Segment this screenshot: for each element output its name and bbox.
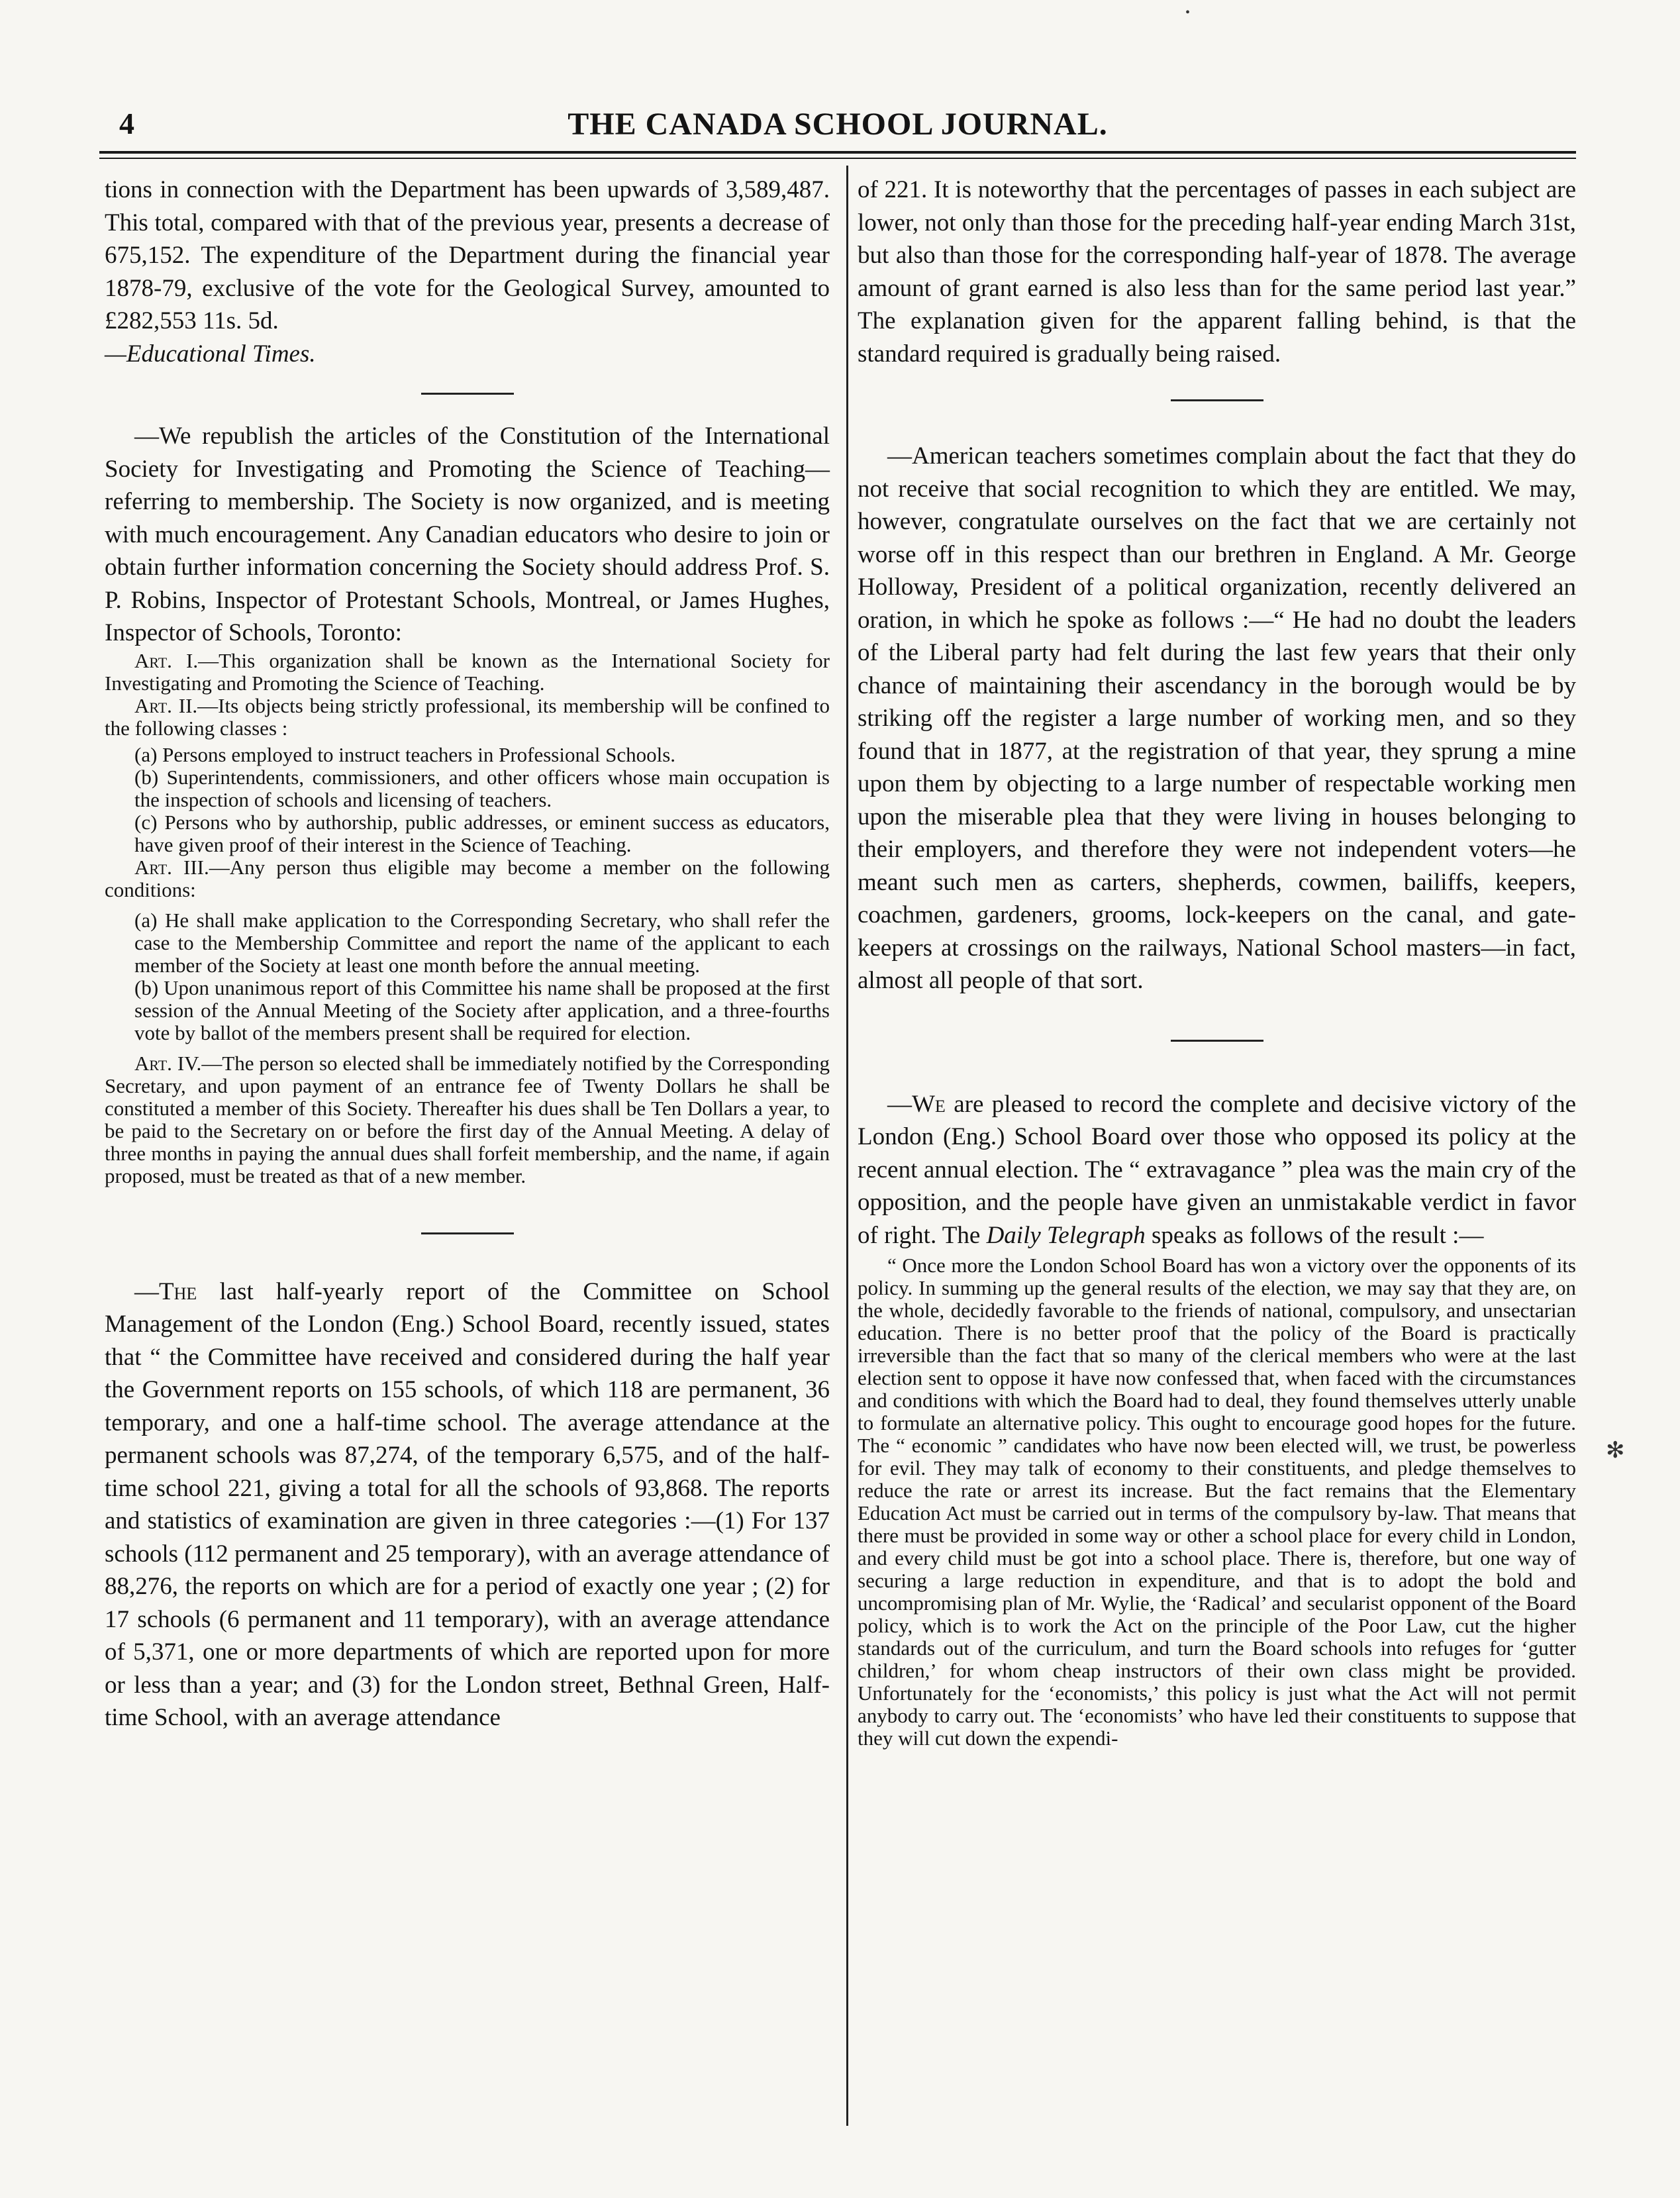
- report-continuation: of 221. It is noteworthy that the percentages of passes in each subject are lower, not only than those for the preceding half-year ending March 31st, but also than those for the corresponding half-year of 1878. The average amount of grant earned is also less than for the same period last year.” The explanation given for the apparent falling behind, is that the standard required is gradually being raised.: [858, 176, 1576, 368]
- school-board-report: [105, 1275, 830, 1734]
- article-2-b: (b) Superintendents, commissioners, and other officers whose main occupation is the inspection of schools and licensing of teachers.: [134, 765, 830, 811]
- section-separator: [421, 393, 514, 395]
- article-source: [105, 338, 830, 371]
- article-text: are pleased to record the complete and decisive victory of the London (Eng.) School Board over those who opposed its policy at the recent annual election. The “ extravagance ” plea was the main cry of the opposition, and the people have given an unmistakable verdict in favor of right. The: [858, 1090, 1576, 1249]
- article-2: [105, 695, 830, 740]
- article-3-a: (a) He shall make application to the Corresponding Secretary, who shall refer the case to the Membership Committee and report the name of the applicant to each member of the Society at least one month before the annual meeting.: [134, 908, 830, 977]
- article-2-label: Art. II.: [134, 693, 198, 717]
- school-board-report-text: last half-yearly report of the Committee on School Management of the London (Eng.) School Board, recently issued, states that “ the Committee have received and considered during the half year the Government reports on 155 schools, of which 118 are permanent, 36 temporary, and one a half-time school. The average attendance at the permanent schools was 87,274, of the temporary 6,575, and of the half-time school 221, giving a total for all the schools of 93,868. The reports and statistics of examination are given in three categories :—(1) For 137 schools (112 permanent and 25 temporary), with an average attendance of 88,276, the reports on which are for a period of exactly one year ; (2) for 17 schools (6 permanent and 11 temporary), with an average attendance of 5,371, one or more departments of which are reported upon for more or less than a year; and (3) for the London street, Bethnal Green, Half-time School, with an average attendance: [105, 1277, 830, 1731]
- margin-mark: ✻: [1606, 1438, 1625, 1463]
- right-column: [858, 174, 1576, 1750]
- article-2-c: (c) Persons who by authorship, public addresses, or eminent success as educators, have given proof of their interest in the Science of Teaching.: [134, 810, 830, 856]
- paragraph-lead: —We: [887, 1090, 946, 1118]
- article-3-b: (b) Upon unanimous report of this Committee his name shall be proposed at the first session of the Annual Meeting of the Society after application, and a three-fourths vote by ballot of the members present shall be required for election.: [134, 975, 830, 1044]
- page-number: 4: [119, 107, 134, 140]
- left-column: [105, 174, 830, 1734]
- article-2-text: —Its objects being strictly professional, its membership will be confined to the following classes :: [105, 693, 830, 740]
- article-2-a: (a) Persons employed to instruct teachers in Professional Schools.: [134, 742, 676, 766]
- article-text-end: speaks as follows of the result :—: [1145, 1221, 1484, 1249]
- print-speck: •: [1185, 5, 1191, 20]
- section-separator: [421, 1232, 514, 1234]
- london-school-board-article: [858, 1088, 1576, 1252]
- telegraph-quote: “ Once more the London School Board has won a victory over the opponents of its policy. In summing up the general results of the election, we may say that they are, on the whole, decidedly favorable to the friends of national, compulsory, and unsectarian education. There is no better proof that the policy of the Board is practically irreversible than the fact that so many of the clerical members who were at the last election sent to oppose it have now confessed that, when faced with the circumstances and conditions with which the Board had to deal, they found themselves utterly unable to formulate an alternative policy. This ought to encourage good hopes for the future. The “ economic ” candidates who have now been elected will, we trust, be powerless for evil. They may talk of economy to their constituents, and pledge themselves to reduce the rate or arrest its increase. But the fact remains that the Elementary Education Act must be carried out in terms of the compulsory by-law. That means that there must be provided in some way or other a school place for every child in London, and every child must be got into a school place. There is, therefore, but one way of securing a large reduction in expenditure, and that is to adopt the bold and uncompromising plan of Mr. Wylie, the ‘Radical’ and secularist opponent of the Board policy, which is to work the Act on the principle of the Poor Law, cut the higher standards out of the curriculum, and turn the Board schools into refuges for ‘gutter children,’ for whom cheap instructors of their own class might be provided. Unfortunately for the ‘economists,’ this policy is just what the Act will not permit anybody to carry out. The ‘economists’ who have led their constituents to suppose that they will cut down the expendi-: [858, 1254, 1576, 1750]
- article-1-label: Art. I.: [134, 648, 199, 672]
- source-citation: —Educational Times.: [105, 340, 316, 368]
- column-divider: [846, 166, 848, 2126]
- article-3: [105, 856, 830, 901]
- header-rule-thin: [99, 158, 1576, 159]
- article-1: [105, 650, 830, 695]
- american-teachers-article: —American teachers sometimes complain about the fact that they do not receive that social recognition to which they are entitled. We may, however, congratulate ourselves on the fact that we are certainly not worse off in this respect than our brethren in England. A Mr. George Holloway, President of a political organization, recently delivered an oration, in which he spoke as follows :—“ He had no doubt the leaders of the Liberal party had felt during the last few years that their only chance of maintaining their ascendancy in the borough would be by striking off the register a large number of working men, and so they found that in 1877, at the registration of that year, they sprung a mine upon them by objecting to a large number of respectable working men upon the miserable plea that they were living in houses belonging to their employers, and therefore they were not independent voters—he meant such men as carters, shepherds, cowmen, bailiffs, keepers, coachmen, gardeners, grooms, lock-keepers on the canal, and gate-keepers at crossings on the railways, National School masters—in fact, almost all people of that sort.: [858, 442, 1576, 994]
- article-3-text: —Any person thus eligible may become a member on the following conditions:: [105, 855, 830, 901]
- constitution-articles: [105, 650, 830, 1187]
- article-4-text: —The person so elected shall be immediately notified by the Corresponding Secretary, and upon payment of an entrance fee of Twenty Dollars he shall be constituted a member of this Society. Thereafter his dues shall be Ten Dollars a year, to be paid to the Secretary on or before the first day of the Annual Meeting. A delay of three months in paying the annual dues shall forfeit membership, and the name, if again proposed, must be treated as that of a new member.: [105, 1051, 830, 1187]
- article-1-text: —This organization shall be known as the International Society for Investigating and Promoting the Science of Teaching.: [105, 648, 830, 695]
- article-fragment: [105, 174, 830, 338]
- section-separator: [1171, 1040, 1263, 1042]
- article-4-label: Art. IV.: [134, 1051, 202, 1075]
- journal-title: THE CANADA SCHOOL JOURNAL.: [568, 107, 1108, 142]
- section-separator: [1171, 399, 1263, 401]
- article-fragment-text: tions in connection with the Department has been upwards of 3,589,487. This total, compared with that of the previous year, presents a decrease of 675,152. The expenditure of the Department during the financial year 1878-79, exclusive of the vote for the Geological Survey, amounted to £282,553 11s. 5d.: [105, 176, 830, 334]
- constitution-intro: —We republish the articles of the Constitution of the International Society for Investigating and Promoting the Science of Teaching—referring to membership. The Society is now organized, and is meeting with much encouragement. Any Canadian educators who desire to join or obtain further information concerning the Society should address Prof. S. P. Robins, Inspector of Protestant Schools, Montreal, or James Hughes, Inspector of Schools, Toronto:: [105, 423, 830, 646]
- article-4: [105, 1052, 830, 1187]
- article-3-label: Art. III.: [134, 855, 209, 879]
- header-rule-thick: [99, 151, 1576, 154]
- paragraph-lead: —The: [134, 1277, 197, 1305]
- page-header: [99, 106, 1576, 146]
- newspaper-name: Daily Telegraph: [986, 1221, 1146, 1249]
